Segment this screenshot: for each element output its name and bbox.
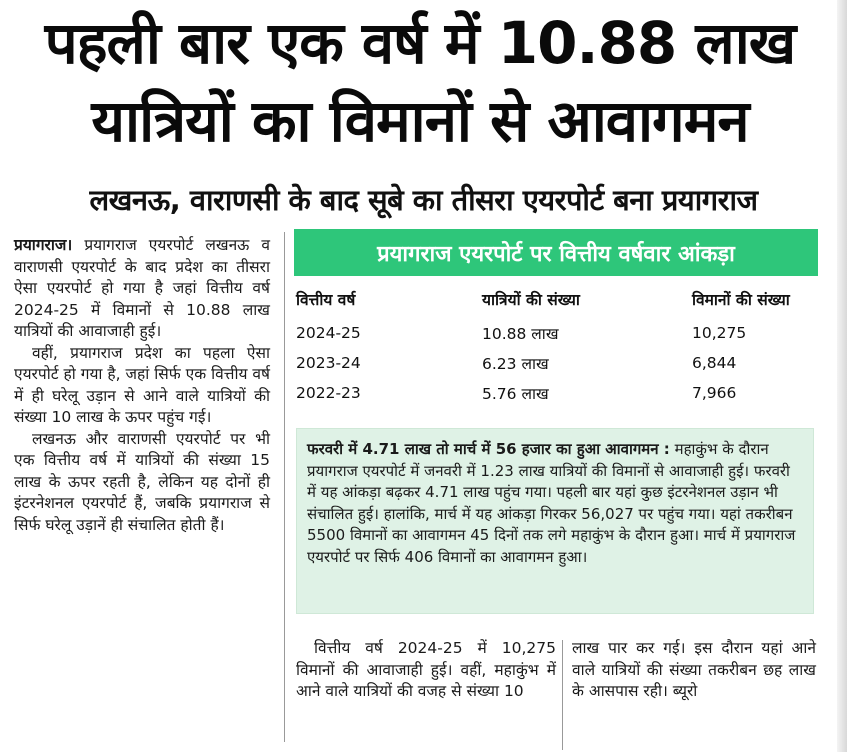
- headline: [10, 4, 830, 160]
- cell-passengers: 6.23 लाख: [482, 355, 549, 373]
- dateline: प्रयागराज।: [14, 236, 73, 254]
- article-paragraph-2: वहीं, प्रयागराज प्रदेश का पहला ऐसा एयरपोर्ट हो गया है, जहां सिर्फ एक वित्तीय वर्ष में ही घरेलू उड़ान से आने वाले यात्रियों की संख्या 10 लाख के ऊपर पहुंच गई।: [14, 343, 270, 426]
- column-divider: [284, 232, 285, 742]
- highlight-box: [296, 428, 814, 614]
- stats-table-title: प्रयागराज एयरपोर्ट पर वित्तीय वर्षवार आंकड़ा: [294, 229, 818, 276]
- column-divider-bottom: [562, 640, 563, 750]
- cell-flights: 6,844: [692, 354, 737, 372]
- cell-year: 2024-25: [296, 324, 361, 342]
- article-bottom-right: लाख पार कर गई। इस दौरान यहां आने वाले यात्रियों की संख्या तकरीबन छह लाख के आसपास रही। ब्यूरो: [572, 639, 816, 700]
- cell-year: 2022-23: [296, 384, 361, 402]
- stats-table-header-row: [292, 285, 822, 318]
- article-paragraph-3: लखनऊ और वाराणसी एयरपोर्ट पर भी एक वित्तीय वर्ष में यात्रियों की संख्या 15 लाख के ऊपर रहती है, लेकिन यह दोनों ही इंटरनेशनल एयरपोर्ट हैं, जबकि प्रयागराज से सिर्फ घरेलू उड़ानें ही संचालित होती हैं।: [14, 429, 270, 534]
- highlight-box-body: महाकुंभ के दौरान प्रयागराज एयरपोर्ट में जनवरी में 1.23 लाख यात्रियों की विमानों से आवाजाही हुई। फरवरी में यह आंकड़ा बढ़कर 4.71 लाख पहुंच गया। पहली बार यहां कुछ इंटरनेशनल उड़ान भी संचालित हुई। हालांकि, मार्च में यह आंकड़ा गिरकर 56,027 पर पहुंच गया। यहां तकरीबन 5500 विमानों का आवागमन 45 दिनों तक लगे महाकुंभ के दौरान हुआ। मार्च में प्रयागराज एयरपोर्ट पर सिर्फ 406 विमानों का आवागमन हुआ।: [307, 440, 796, 566]
- cell-passengers: 5.76 लाख: [482, 385, 549, 403]
- table-row: [292, 318, 822, 348]
- cell-flights: 10,275: [692, 324, 747, 342]
- article-paragraph-1: [14, 235, 270, 343]
- table-row: [292, 378, 822, 408]
- header-flights: विमानों की संख्या: [692, 291, 790, 309]
- paragraph-1-text: प्रयागराज एयरपोर्ट लखनऊ व वाराणसी एयरपोर्ट के बाद प्रदेश का तीसरा ऐसा एयरपोर्ट हो गया है जहां वित्तीय वर्ष 2024-25 में विमानों से 10.88 लाख यात्रियों की आवाजाही हुई।: [14, 236, 271, 340]
- header-financial-year: वित्तीय वर्ष: [296, 291, 356, 309]
- headline-line-1: पहली बार एक वर्ष में 10.88 लाख: [44, 9, 796, 77]
- table-row: [292, 348, 822, 378]
- highlight-box-heading: फरवरी में 4.71 लाख तो मार्च में 56 हजार का हुआ आवागमन :: [307, 440, 670, 458]
- headline-line-2: यात्रियों का विमानों से आवागमन: [91, 87, 749, 155]
- article-bottom-middle: वित्तीय वर्ष 2024-25 में 10,275 विमानों की आवाजाही हुई। वहीं, महाकुंभ में आने वाले यात्रियों की वजह से संख्या 10: [296, 639, 556, 700]
- article-left-column: [14, 235, 270, 536]
- page-edge: [837, 0, 847, 752]
- stats-table: [292, 285, 822, 408]
- cell-flights: 7,966: [692, 384, 737, 402]
- header-passengers: यात्रियों की संख्या: [482, 291, 580, 309]
- cell-year: 2023-24: [296, 354, 361, 372]
- cell-passengers: 10.88 लाख: [482, 325, 559, 343]
- subheadline: लखनऊ, वाराणसी के बाद सूबे का तीसरा एयरपोर्ट बना प्रयागराज: [89, 183, 758, 217]
